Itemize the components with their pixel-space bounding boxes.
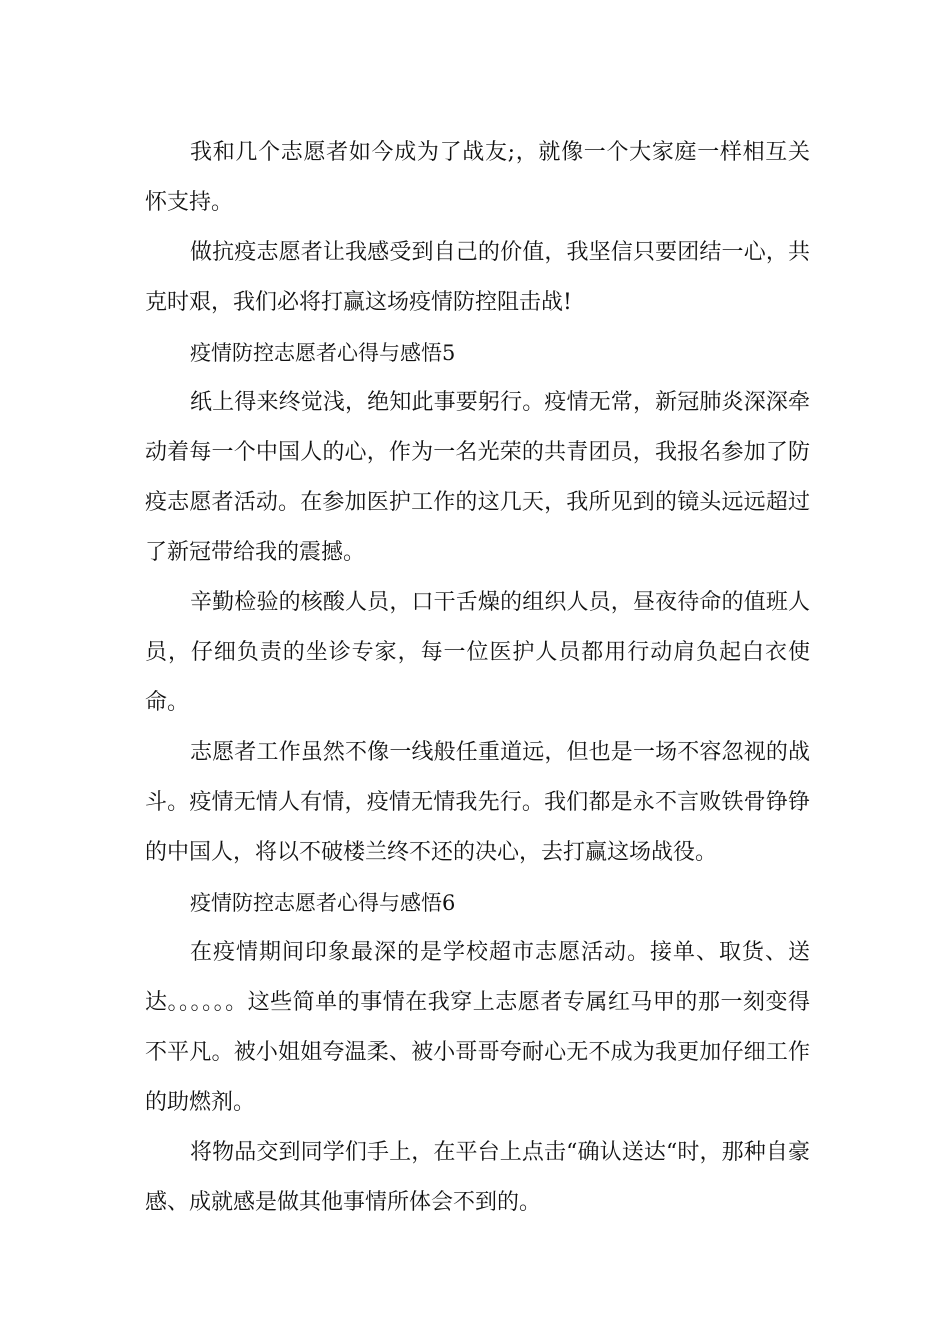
paragraph-3: 纸上得来终觉浅，绝知此事要躬行。疫情无常，新冠肺炎深深牵动着每一个中国人的心，作为一名光荣的共青团员，我报名参加了防疫志愿者活动。在参加医护工作的这几天，我所见到的镜头远远超过了新冠带给我的震撼。 (145, 390, 810, 565)
section-heading-5: 疫情防控志愿者心得与感悟5 (190, 341, 456, 365)
paragraph-5: 志愿者工作虽然不像一线般任重道远，但也是一场不容忽视的战斗。疫情无情人有情，疫情无情我先行。我们都是永不言败铁骨铮铮的中国人，将以不破楼兰终不还的决心，去打赢这场战役。 (145, 740, 810, 865)
paragraph-7: 将物品交到同学们手上，在平台上点击“确认送达“时，那种自豪感、成就感是做其他事情所体会不到的。 (145, 1140, 810, 1215)
section-heading-6: 疫情防控志愿者心得与感悟6 (190, 891, 456, 915)
paragraph-1: 我和几个志愿者如今成为了战友;，就像一个大家庭一样相互关怀支持。 (145, 140, 810, 215)
paragraph-2: 做抗疫志愿者让我感受到自己的价值，我坚信只要团结一心，共克时艰，我们必将打赢这场疫情防控阻击战! (145, 240, 810, 315)
paragraph-6: 在疫情期间印象最深的是学校超市志愿活动。接单、取货、送达。。。。。。这些简单的事情在我穿上志愿者专属红马甲的那一刻变得不平凡。被小姐姐夸温柔、被小哥哥夸耐心无不成为我更加仔细工作的助燃剂。 (145, 940, 810, 1115)
document-body (145, 128, 810, 1228)
paragraph-4: 辛勤检验的核酸人员，口干舌燥的组织人员，昼夜待命的值班人员，仔细负责的坐诊专家，每一位医护人员都用行动肩负起白衣使命。 (145, 590, 810, 715)
